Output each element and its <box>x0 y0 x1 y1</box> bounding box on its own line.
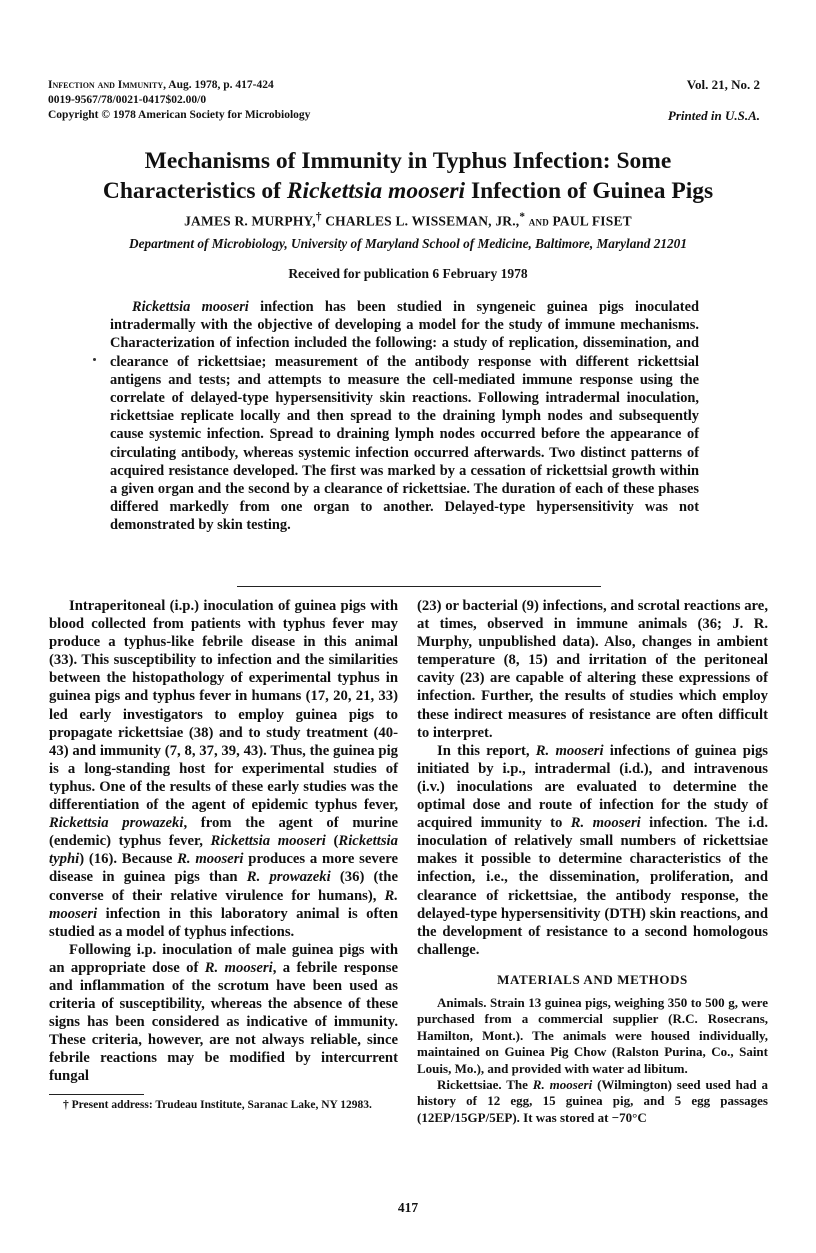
author-list: JAMES R. MURPHY,† CHARLES L. WISSEMAN, JR.,* and PAUL FISET <box>184 211 632 229</box>
intro-paragraph-2: Following i.p. inoculation of male guinea pigs with an appropriate dose of R. mooseri, a febrile response and inflammation of the scrotum have been used as criteria of susceptibility, whereas the absence of these signs has been considered as indicative of immunity. These criteria, however, are not always reliable, since febrile reactions may be modified by intercurrent fungal <box>49 941 398 1085</box>
printed-line: Printed in U.S.A. <box>667 108 760 123</box>
margin-dot <box>93 358 96 361</box>
intro-paragraph-3: (23) or bacterial (9) infections, and scrotal reactions are, at times, observed in immune animals (36; J. R. Murphy, unpublished data). Also, changes in ambient temperature (8, 15) and irritation of the peritoneal cavity (23) are capable of altering these expressions of infection. Further, the results of studies which employ these indirect measures of resistance are often difficult to interpret. <box>417 598 768 741</box>
left-column <box>49 597 398 1112</box>
methods-rickettsiae: Rickettsiae. The R. mooseri (Wilmington) seed used had a history of 12 egg, 15 guinea pig, and 5 egg passages (12EP/15GP/5EP). It was stored at −70°C <box>417 1077 768 1125</box>
abstract: Rickettsia mooseri infection has been studied in syngeneic guinea pigs inoculated intradermally with the objective of developing a model for the study of immune mechanisms. Characterization of infection included the following: a study of replication, dissemination, and clearance of rickettsiae; measurement of the antibody response with different rickettsial antigens and tests; and attempts to measure the cell-mediated immune response using the correlate of delayed-type hypersensitivity skin reactions. Following intradermal inoculation, rickettsiae replicate locally and then spread to the draining lymph nodes and subsequently cause systemic infection. Spread to draining lymph nodes occurred before the appearance of circulating antibody, whereas systemic infection occurred afterwards. Two distinct patterns of acquired resistance developed. The first was marked by a cessation of rickettsial growth within a given organ and the second by a clearance of rickettsiae. The duration of each of these phases differed markedly from one organ to another. Delayed-type hypersensitivity was not demonstrated by skin testing. <box>110 299 699 534</box>
methods-animals: Animals. Strain 13 guinea pigs, weighing 350 to 500 g, were purchased from a commercial supplier (R.C. Rosecrans, Hamilton, Mont.). The animals were housed individually, maintained on Guinea Pig Chow (Ralston Purina, Co., Saint Louis, Mo.), and provided with water ad libitum. <box>417 994 768 1076</box>
article-code: 0019-9567/78/0021-0417$02.00/0 <box>48 94 207 106</box>
abstract-divider <box>237 586 601 587</box>
right-column <box>417 597 768 1126</box>
intro-paragraph-1: Intraperitoneal (i.p.) inoculation of guinea pigs with blood collected from patients with typhus fever may produce a typhus-like febrile disease in this animal (33). This susceptibility to infection and the similarities between the histopathology of experimental typhus in guinea pigs and typhus fever in humans (17, 20, 21, 33) led early investigators to employ guinea pigs to propagate rickettsiae (38) and to study treatment (40-43) and immunity (7, 8, 37, 39, 43). Thus, the guinea pig is a long-standing host for experimental studies of typhus. One of the results of these early studies was the differentiation of the agent of epidemic typhus fever, Rickettsia prowazeki, from the agent of murine (endemic) typhus fever, Rickettsia mooseri (Rickettsia typhi) (16). Because R. mooseri produces a more severe disease in guinea pigs than R. prowazeki (36) (the converse of their relative virulence for humans), R. mooseri infection in this laboratory animal is often studied as a model of typhus infections. <box>49 598 399 940</box>
title-line-1: Mechanisms of Immunity in Typhus Infection: Some <box>144 148 672 174</box>
footnote-divider <box>49 1094 144 1095</box>
issue-line: , Aug. 1978, p. 417-424 <box>163 79 274 91</box>
author-2: CHARLES L. WISSEMAN, JR., <box>321 213 520 229</box>
received-date: Received for publication 6 February 1978 <box>288 266 528 281</box>
page-number: 417 <box>397 1200 419 1215</box>
copyright-line: Copyright © 1978 American Society for Microbiology <box>48 109 311 121</box>
author-3: PAUL FISET <box>552 213 632 229</box>
footnote: † Present address: Trudeau Institute, Saranac Lake, NY 12983. <box>63 1098 372 1111</box>
author-1: JAMES R. MURPHY, <box>184 213 316 229</box>
title-line-2: Characteristics of Rickettsia mooseri Infection of Guinea Pigs <box>102 178 714 204</box>
intro-paragraph-4: In this report, R. mooseri infections of guinea pigs initiated by i.p., intradermal (i.d.), and intravenous (i.v.) inoculations are evaluated to determine the optimal dose and route of infection for the study of acquired immunity to R. mooseri infection. The i.d. inoculation of relatively small numbers of rickettsiae makes it possible to determine characteristics of the infection, i.e., the dissemination, proliferation, and clearance of rickettsiae, the antibody response, the delayed-type hypersensitivity (DTH) skin reactions, and the development of resistance to a second homologous challenge. <box>417 742 768 958</box>
journal-name: Infection and Immunity <box>48 79 164 91</box>
volume-line: Vol. 21, No. 2 <box>686 77 760 92</box>
article-title <box>40 146 776 206</box>
journal-citation <box>48 78 274 92</box>
section-heading-methods: MATERIALS AND METHODS <box>497 971 688 987</box>
affiliation: Department of Microbiology, University of Maryland School of Medicine, Baltimore, Maryland 21201 <box>129 236 687 251</box>
